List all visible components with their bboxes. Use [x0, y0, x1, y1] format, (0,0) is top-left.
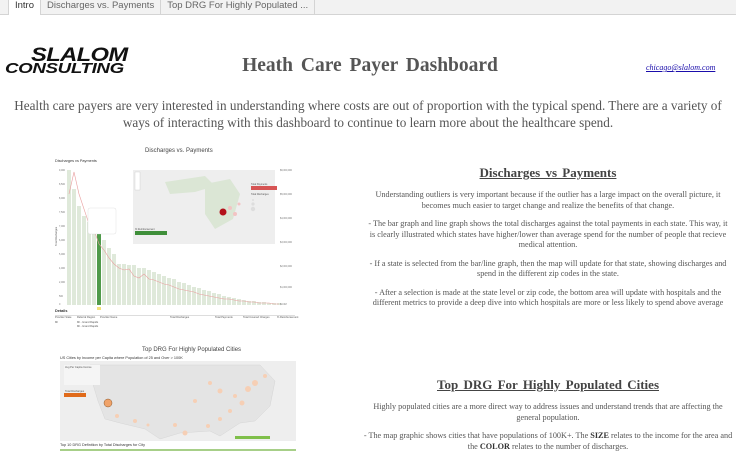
svg-text:5,000: 5,000 — [59, 253, 65, 256]
svg-text:Total Discharges: Total Discharges — [55, 226, 58, 246]
svg-text:% Reimbursement: % Reimbursement — [135, 228, 155, 231]
section-paragraph: - The bar graph and line graph shows the total discharges against the total payments in each state. This way, it is clearly illustrated which states have higher/lower than average spend for the number of people that recieve medical attention. — [368, 219, 728, 249]
section-heading: Discharges vs Payments — [479, 165, 617, 180]
svg-text:$6,000,000: $6,000,000 — [280, 169, 292, 172]
top-drg-thumbnail[interactable] — [60, 347, 300, 454]
discharges-legend-title: Total Discharges — [65, 390, 85, 393]
section-paragraph: Understanding outliers is very important because if the outlier has a large impact on the overall picture, it becomes much easier to target change and realize the benefits of that change. — [375, 190, 721, 210]
svg-text:$2,000,000: $2,000,000 — [280, 265, 292, 268]
svg-text:Total Discharges: Total Discharges — [251, 193, 269, 196]
section-paragraph: - After a selection is made at the state level or zip code, the bottom area will update with hospitals and the different metrics to provide a deep dive into which hospitals are more or less likely to spend above average — [372, 287, 724, 307]
chart-subtitle: Discharges vs Payments — [55, 159, 97, 163]
section-paragraph: - The map graphic shows cities that have populations of 100K+. The SIZE relates to the income for the area and the COLOR relates to the number of discharges. — [363, 431, 733, 451]
svg-text:2,000: 2,000 — [59, 281, 65, 284]
svg-text:$3,000,000: $3,000,000 — [280, 241, 292, 244]
thumbnail-title: Top DRG For Highly Populated Cities — [142, 347, 242, 353]
details-table: Provider State Referral Region Provider Name Total Discharges Total Payments Total Covered Charges % Reimbursement MI MI - Grand Rapids MI - Grand Rapids — [55, 316, 299, 328]
section-paragraph: Highly populated cities are a more direct way to address issues and understand trends that are affecting the general population. — [373, 402, 723, 422]
slalom-logo — [5, 47, 155, 79]
discharges-vs-payments-thumbnail[interactable] — [55, 148, 300, 330]
logo-line2: CONSULTING — [5, 60, 124, 77]
page-title: Heath Care Payer Dashboard — [242, 55, 498, 76]
svg-text:$1,000,000: $1,000,000 — [280, 286, 292, 289]
discharges-payments-chart — [55, 164, 300, 314]
income-legend-title: Avg Per Capita Income — [65, 366, 92, 369]
svg-text:$4,000,000: $4,000,000 — [280, 217, 292, 220]
svg-text:9,000: 9,000 — [59, 169, 65, 172]
contact-email-link[interactable]: chicago@slalom.com — [646, 63, 716, 72]
map-subtitle: US Cities by Income per Capita where Population of 25 and Over > 100K — [60, 356, 183, 360]
svg-text:8,000: 8,000 — [59, 197, 65, 200]
tab-discharges-vs-payments[interactable]: Discharges vs. Payments — [41, 0, 161, 14]
discharges-vs-payments-section — [365, 165, 731, 317]
top10-drg-title: Top 10 DRG Definition by Total Discharges for City — [60, 443, 145, 447]
us-cities-map — [60, 361, 296, 441]
top-drg-section — [363, 377, 733, 454]
details-title: Details — [55, 309, 68, 313]
svg-text:0: 0 — [59, 303, 61, 306]
top10-drg-bar — [60, 449, 296, 451]
svg-text:6,000: 6,000 — [59, 239, 65, 242]
svg-text:$5,000,000: $5,000,000 — [280, 193, 292, 196]
section-heading: Top DRG For Highly Populated Cities — [437, 377, 659, 392]
svg-text:8,500: 8,500 — [59, 183, 65, 186]
svg-text:7,500: 7,500 — [59, 211, 65, 214]
section-paragraph: - If a state is selected from the bar/line graph, then the map will update for that state, showing discharges and spend in the different zip codes in the state. — [369, 258, 727, 278]
tab-intro[interactable]: Intro — [8, 0, 41, 15]
svg-text:7,000: 7,000 — [59, 225, 65, 228]
logo-line1: SLALOM — [31, 45, 128, 66]
svg-text:4,000: 4,000 — [59, 267, 65, 270]
intro-text: Health care payers are very interested in understanding where costs are out of proportion with the typical spend. There are a variety of ways of interacting with this dashboard to continue to learn more about the healthcare spend. — [14, 98, 722, 130]
sheet-tab-bar — [0, 0, 736, 15]
svg-text:500: 500 — [59, 295, 63, 298]
svg-text:$0.0M: $0.0M — [280, 303, 287, 306]
thumbnail-title: Discharges vs. Payments — [145, 148, 213, 154]
tab-top-drg[interactable]: Top DRG For Highly Populated ... — [161, 0, 315, 14]
svg-text:Total Payments: Total Payments — [251, 183, 268, 186]
tab-spacer — [0, 0, 8, 14]
